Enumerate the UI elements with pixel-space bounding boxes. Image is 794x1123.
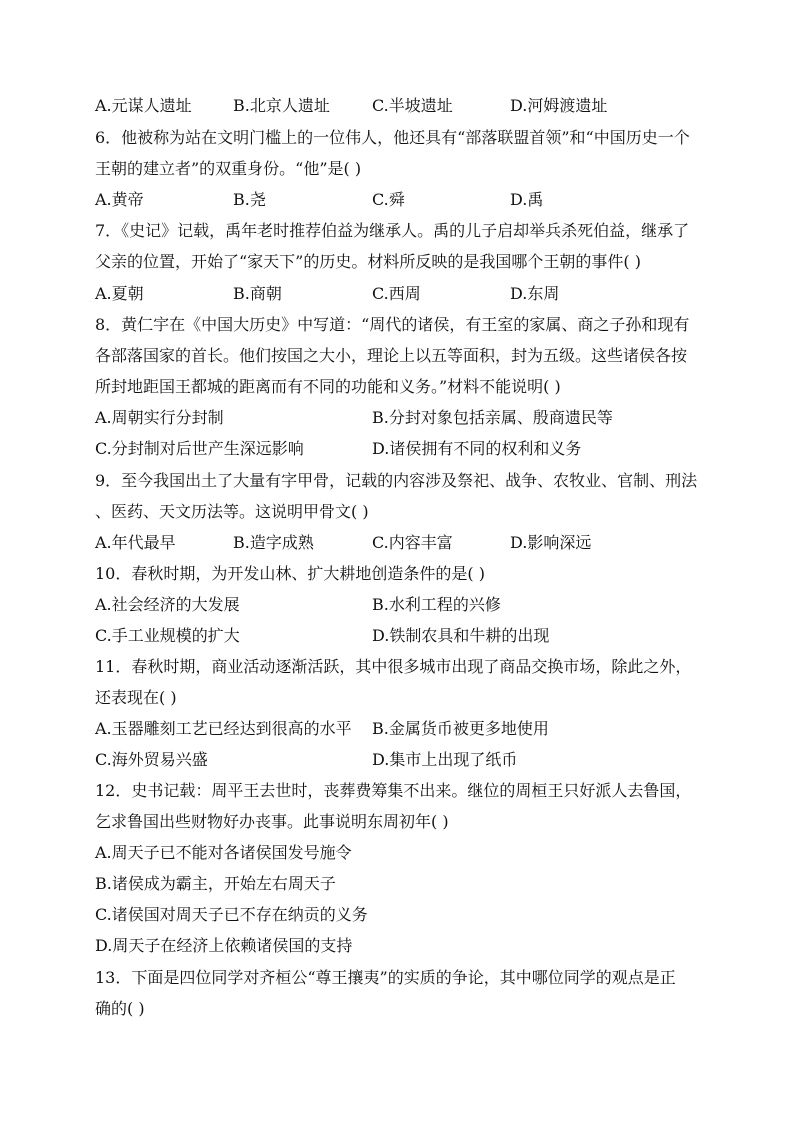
option-a: A.周朝实行分封制 xyxy=(95,408,224,427)
question-text-line: 13．下面是四位同学对齐桓公“尊王攘夷”的实质的争论，其中哪位同学的观点是正 xyxy=(95,968,676,987)
question-text-line: 各部落国家的首长。他们按国之大小，理论上以五等面积，封为五级。这些诸侯各按 xyxy=(95,346,688,365)
option-c: C.舜 xyxy=(372,190,405,209)
option-b: B.分封对象包括亲属、殷商遗民等 xyxy=(372,408,613,427)
question-text-line: 6．他被称为站在文明门槛上的一位伟人，他还具有“部落联盟首领”和“中国历史一个 xyxy=(95,128,690,147)
question-text-line: 乞求鲁国出些财物好办丧事。此事说明东周初年( ) xyxy=(95,812,449,831)
option-d: D.铁制农具和牛耕的出现 xyxy=(372,626,550,645)
option-d: D.河姆渡遗址 xyxy=(510,96,608,115)
option-b: B.北京人遗址 xyxy=(233,96,330,115)
option-a: A.黄帝 xyxy=(95,190,144,209)
option-b: B.尧 xyxy=(233,190,266,209)
option-a: A.周天子已不能对各诸侯国发号施令 xyxy=(95,843,352,862)
question-text-line: 确的( ) xyxy=(95,999,145,1018)
option-c: C.诸侯国对周天子已不存在纳贡的义务 xyxy=(95,905,368,924)
question-text-line: 12．史书记载：周平王去世时，丧葬费筹集不出来。继位的周桓王只好派人去鲁国， xyxy=(95,781,692,800)
option-d: D.周天子在经济上依赖诸侯国的支持 xyxy=(95,936,353,955)
option-c: C.手工业规模的扩大 xyxy=(95,626,240,645)
option-a: A.玉器雕刻工艺已经达到很高的水平 xyxy=(95,719,352,738)
option-a: A.元谋人遗址 xyxy=(95,96,192,115)
option-c: C.分封制对后世产生深远影响 xyxy=(95,439,304,458)
question-text-line: 8．黄仁宇在《中国大历史》中写道：“周代的诸侯，有王室的家属、商之子孙和现有 xyxy=(95,315,690,334)
option-b: B.造字成熟 xyxy=(233,533,314,552)
option-a: A.年代最早 xyxy=(95,533,176,552)
question-text-line: 父亲的位置，开始了“家天下”的历史。材料所反映的是我国哪个王朝的事件( ) xyxy=(95,252,641,271)
question-text-line: 所封地距国王都城的距离而有不同的功能和义务。”材料不能说明( ) xyxy=(95,377,561,396)
option-b: B.商朝 xyxy=(233,284,282,303)
question-text-line: 还表现在( ) xyxy=(95,688,177,707)
option-d: D.集市上出现了纸币 xyxy=(372,750,518,769)
question-text-line: 10．春秋时期，为开发山林、扩大耕地创造条件的是( ) xyxy=(95,564,485,583)
option-a: A.夏朝 xyxy=(95,284,144,303)
option-d: D.禹 xyxy=(510,190,544,209)
option-c: C.西周 xyxy=(372,284,421,303)
option-d: D.诸侯拥有不同的权利和义务 xyxy=(372,439,582,458)
option-b: B.金属货币被更多地使用 xyxy=(372,719,549,738)
option-b: B.诸侯成为霸主，开始左右周天子 xyxy=(95,874,336,893)
question-text-line: 、医药、天文历法等。这说明甲骨文( ) xyxy=(95,502,369,521)
option-c: C.海外贸易兴盛 xyxy=(95,750,208,769)
option-c: C.半坡遗址 xyxy=(372,96,453,115)
question-text-line: 9．至今我国出土了大量有字甲骨，记载的内容涉及祭祀、战争、农牧业、官制、刑法 xyxy=(95,471,698,490)
option-c: C.内容丰富 xyxy=(372,533,453,552)
question-text-line: 7．《史记》记载，禹年老时推荐伯益为继承人。禹的儿子启却举兵杀死伯益，继承了 xyxy=(95,221,690,240)
option-d: D.东周 xyxy=(510,284,560,303)
option-a: A.社会经济的大发展 xyxy=(95,595,240,614)
question-text-line: 11．春秋时期，商业活动逐渐活跃，其中很多城市出现了商品交换市场，除此之外， xyxy=(95,657,692,676)
option-d: D.影响深远 xyxy=(510,533,592,552)
option-b: B.水利工程的兴修 xyxy=(372,595,501,614)
question-text-line: 王朝的建立者”的双重身份。“他”是( ) xyxy=(95,159,362,178)
